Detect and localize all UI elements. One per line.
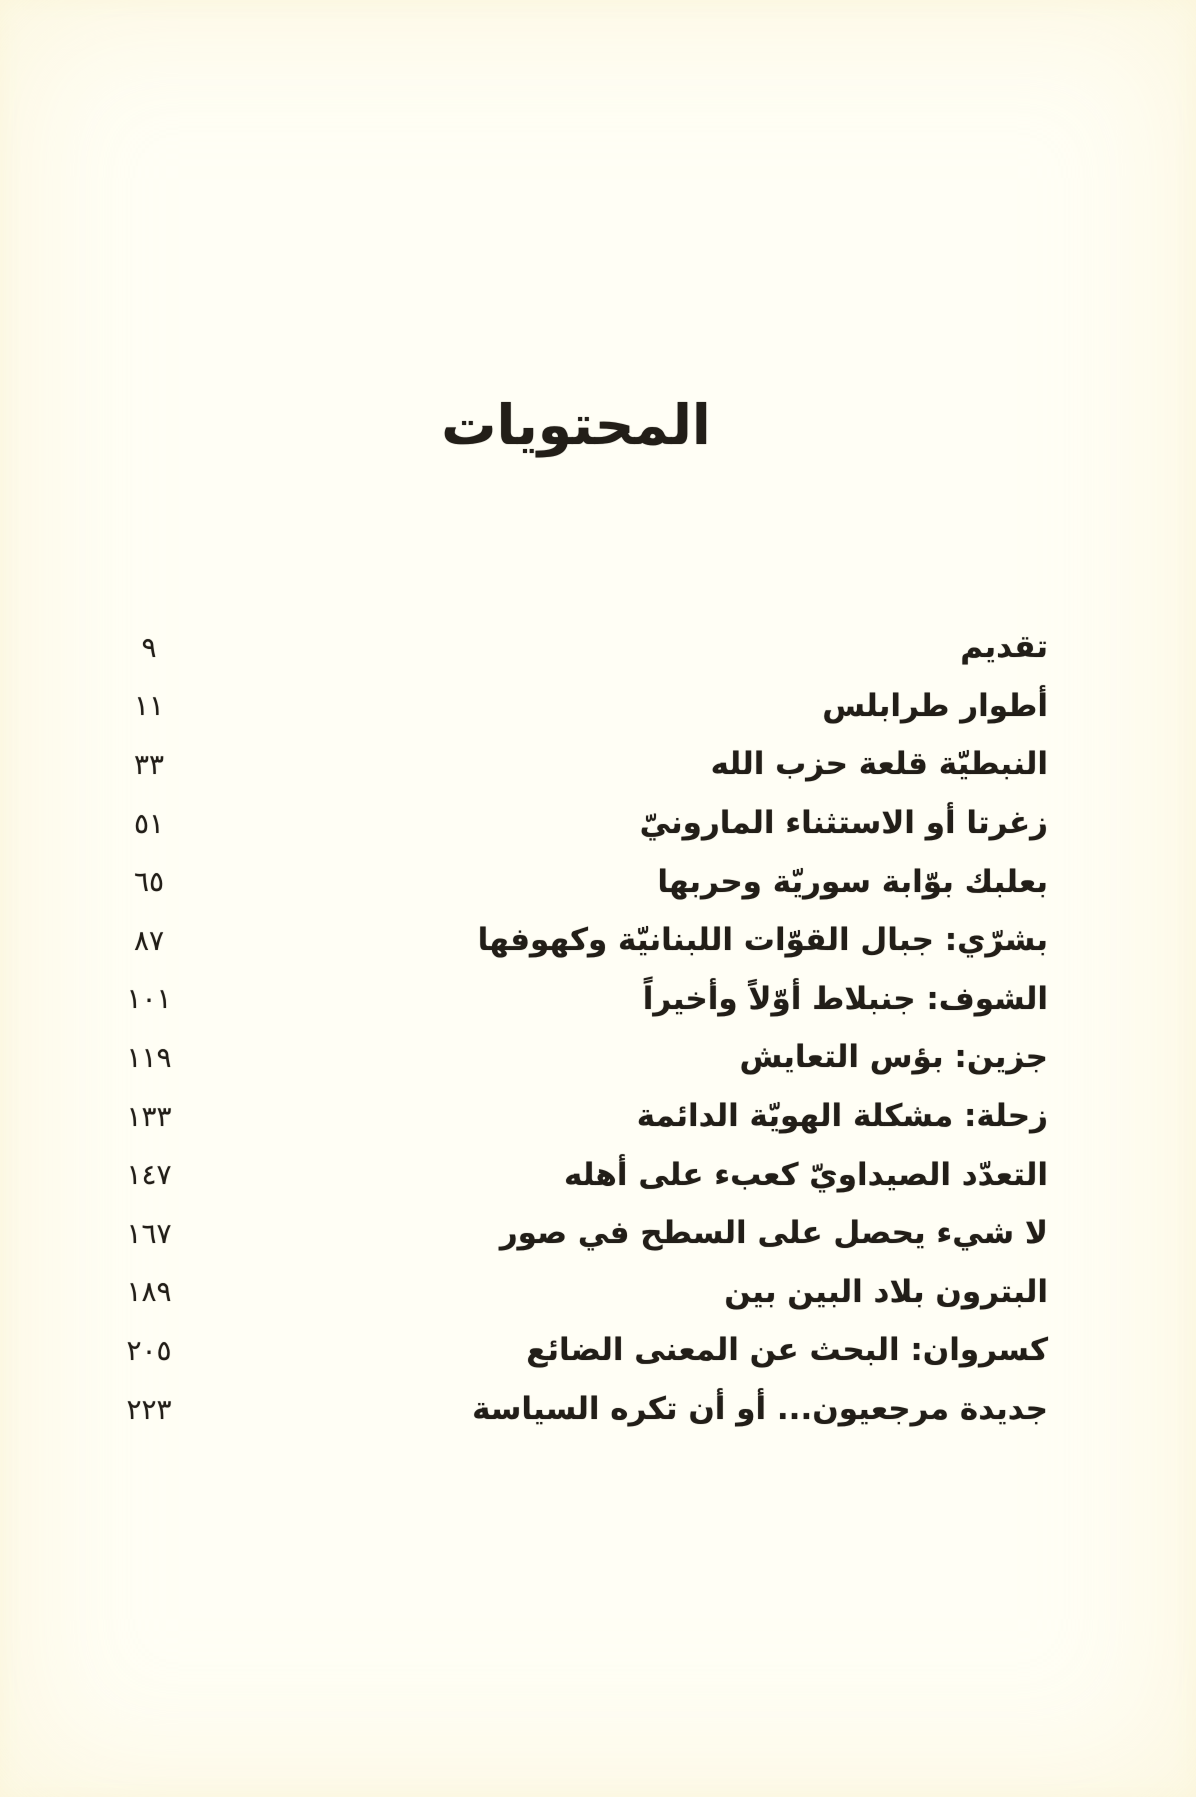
toc-entry-page-number: ٨٧ [133, 923, 165, 957]
toc-entry [0, 852, 1196, 911]
toc-entry-title: الشوف: جنبلاط أوّلاً وأخيراً [642, 980, 1048, 1017]
toc-entry-page-number: ٣٣ [133, 747, 165, 781]
toc-entry-page-number: ١٣٣ [126, 1099, 172, 1133]
toc-entry-title: بشرّي: جبال القوّات اللبنانيّة وكهوفها [477, 922, 1048, 959]
toc-entry [0, 1380, 1196, 1439]
toc-entry [0, 970, 1196, 1029]
toc-entry [0, 677, 1196, 736]
toc-entry-title: زغرتا أو الاستثناء المارونيّ [639, 805, 1048, 842]
toc-entry-page-number: ٦٥ [133, 865, 165, 899]
toc-entry-page-number: ١٠١ [126, 982, 172, 1016]
toc-entry-title: جزين: بؤس التعايش [739, 1039, 1048, 1076]
toc-entry-page-number: ١٨٩ [126, 1275, 172, 1309]
toc-entry-title: بعلبك بوّابة سوريّة وحربها [657, 863, 1048, 900]
toc-entry-page-number: ١٦٧ [126, 1216, 172, 1250]
toc-entry-title: أطوار طرابلس [822, 687, 1048, 724]
toc-entry-title: كسروان: البحث عن المعنى الضائع [526, 1332, 1048, 1369]
page-title: المحتويات [441, 393, 711, 457]
toc-entry [0, 794, 1196, 853]
toc-entry [0, 735, 1196, 794]
toc-entry-page-number: ٥١ [133, 806, 165, 840]
toc-entry [0, 1204, 1196, 1263]
toc-entry [0, 1028, 1196, 1087]
toc-entry [0, 1263, 1196, 1322]
table-of-contents [0, 618, 1196, 1438]
toc-entry-title: جديدة مرجعيون... أو أن تكره السياسة [472, 1391, 1048, 1428]
toc-entry-title: التعدّد الصيداويّ كعبء على أهله [563, 1156, 1048, 1193]
toc-entry-page-number: ٢٠٥ [126, 1333, 172, 1367]
toc-entry [0, 1145, 1196, 1204]
toc-entry [0, 1321, 1196, 1380]
toc-entry-page-number: ١١٩ [126, 1040, 172, 1074]
toc-entry [0, 1087, 1196, 1146]
toc-entry-page-number: ٩ [141, 630, 157, 664]
toc-entry-page-number: ١٤٧ [126, 1158, 172, 1192]
toc-entry [0, 618, 1196, 677]
toc-entry [0, 911, 1196, 970]
toc-entry-title: النبطيّة قلعة حزب الله [710, 746, 1048, 783]
toc-entry-title: تقديم [960, 629, 1048, 666]
toc-entry-page-number: ٢٢٣ [126, 1392, 172, 1426]
toc-entry-title: البترون بلاد البين بين [724, 1273, 1048, 1310]
toc-entry-page-number: ١١ [133, 689, 165, 723]
toc-entry-title: زحلة: مشكلة الهويّة الدائمة [636, 1098, 1048, 1135]
toc-entry-title: لا شيء يحصل على السطح في صور [499, 1215, 1048, 1252]
